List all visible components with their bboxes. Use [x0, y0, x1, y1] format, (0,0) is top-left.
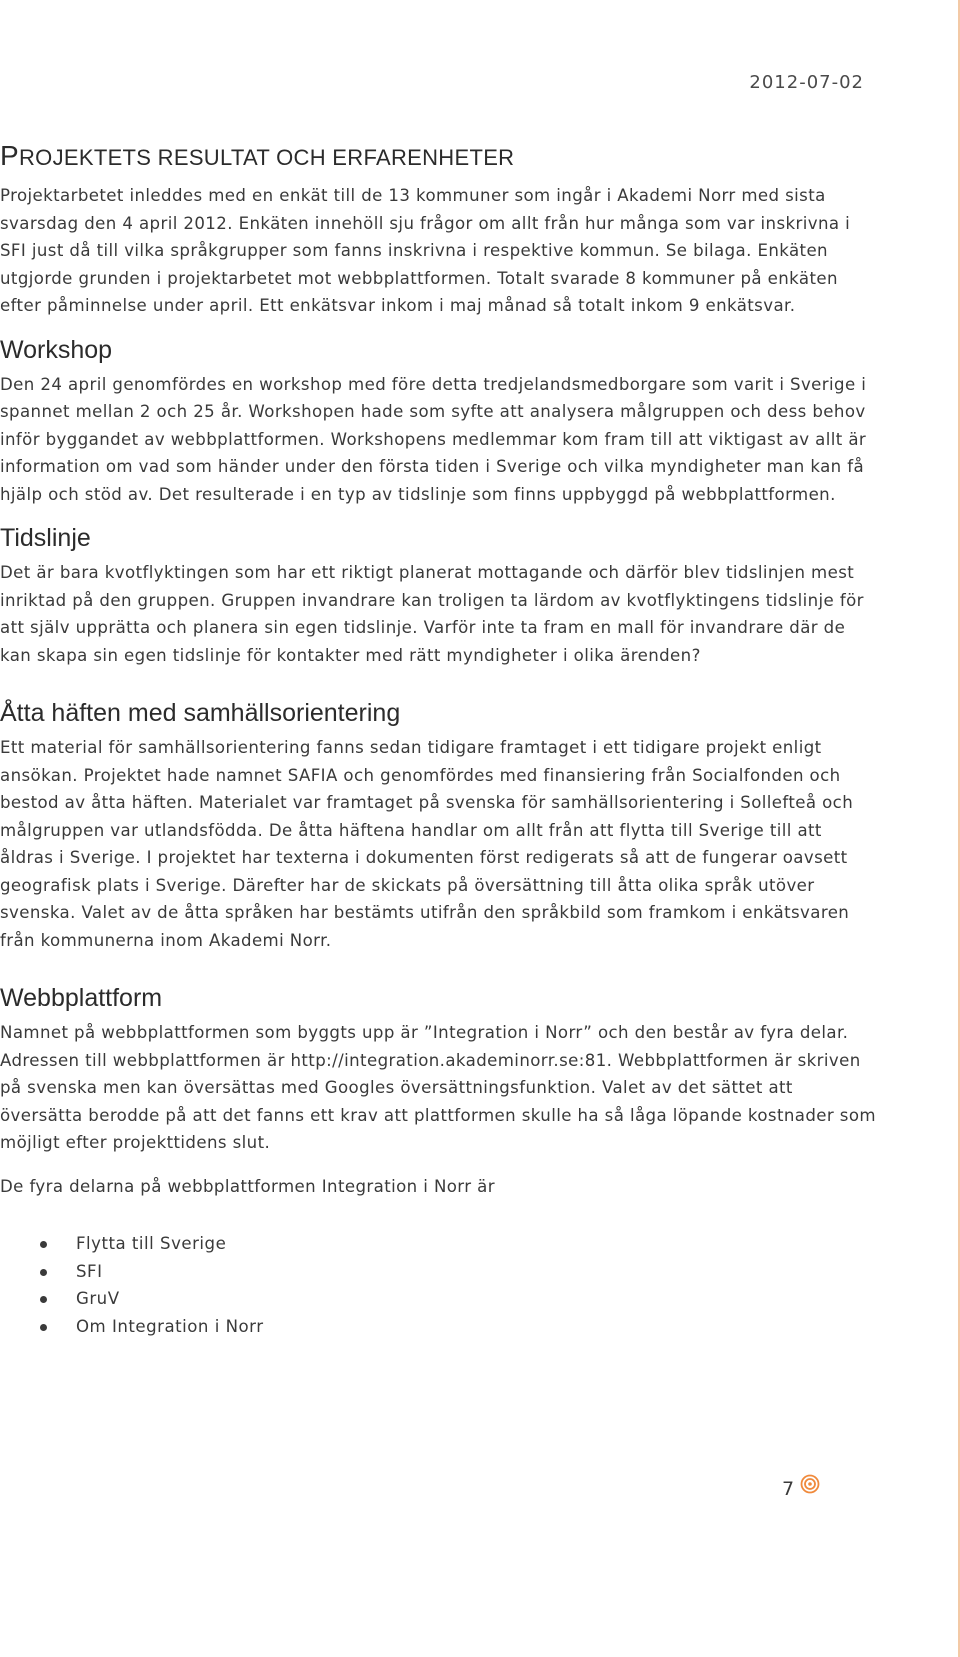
list-intro: De fyra delarna på webbplattformen Integration i Norr är	[0, 1176, 495, 1196]
section-heading-tidslinje: Tidslinje	[0, 524, 91, 552]
list-item-label: Om Integration i Norr	[76, 1316, 264, 1336]
bullet-icon	[40, 1296, 47, 1303]
bullet-icon	[40, 1324, 47, 1331]
main-heading-initial: P	[0, 140, 19, 171]
section-heading-workshop: Workshop	[0, 335, 113, 364]
section-heading-webbplattform: Webbplattform	[0, 984, 163, 1012]
list-item-label: Flytta till Sverige	[76, 1234, 227, 1253]
main-heading	[0, 140, 880, 172]
document-body	[0, 140, 880, 1340]
list-item	[0, 1258, 880, 1286]
bullet-icon	[40, 1241, 47, 1248]
intro-paragraph: Projektarbetet inleddes med en enkät till de 13 kommuner som ingår i Akademi Norr med sista svarsdag den 4 april 2012. Enkäten innehöll sju frågor om allt från hur många som var inskrivna i SFI just då till vilka språkgrupper som fanns inskrivna i respektive kommun. Se bilaga. Enkäten utgjorde grunden i projektarbetet mot webbplattformen. Totalt svarade 8 kommuner på enkäten efter påminnelse under april. Ett enkätsvar inkom i maj månad så totalt inkom 9 enkätsvar.	[0, 186, 851, 315]
list-item	[0, 1230, 880, 1258]
platform-parts-list	[0, 1230, 880, 1340]
list-item	[0, 1313, 880, 1341]
main-heading-rest: ROJEKTETS RESULTAT OCH ERFARENHETER	[18, 145, 515, 170]
workshop-paragraph: Den 24 april genomfördes en workshop med före detta tredjelandsmedborgare som varit i Sverige i spannet mellan 2 och 25 år. Workshopen hade som syfte att analysera målgruppen och dess behov inför byggandet av webbplattformen. Workshopens medlemmar kom fram till att viktigast av allt är information om vad som händer under den första tiden i Sverige och vilka myndigheter man kan få hjälp och stöd av. Det resulterade i en typ av tidslinje som finns uppbyggd på webbplattformen.	[0, 374, 867, 504]
hafen-paragraph: Ett material för samhällsorientering fanns sedan tidigare framtaget i ett tidigare projekt enligt ansökan. Projektet hade namnet SAFIA och genomfördes med finansiering från Socialfonden och bestod av åtta häften. Materialet var framtaget på svenska för samhällsorientering i Sollefteå och målgruppen var utlandsfödda. De åtta häftena handlar om allt från att flytta till Sverige till att åldras i Sverige. I projektet har texterna i dokumenten först redigerats så att de fungerar oavsett geografisk plats i Sverige. Därefter har de skickats på översättning till åtta olika språk utöver svenska. Valet av de åtta språken har bestämts utifrån den språkbild som framkom i enkätsvaren från kommunerna inom Akademi Norr.	[0, 738, 854, 950]
document-date: 2012-07-02	[749, 72, 864, 93]
bullet-icon	[40, 1269, 47, 1276]
webbplattform-paragraph: Namnet på webbplattformen som byggts upp är ”Integration i Norr” och den består av fyra delar. Adressen till webbplattformen är http://integration.akademinorr.se:81. Webbplattformen är skriven på svenska men kan översättas med Googles översättningsfunktion. Valet av det sättet att översätta berodde på att det fanns ett krav att plattformen skulle ha så låga löpande kostnader som möjligt efter projekttidens slut.	[0, 1023, 876, 1152]
page-number: 7	[782, 1478, 795, 1500]
list-item-label: GruV	[76, 1289, 120, 1308]
list-item	[0, 1285, 880, 1313]
list-item-label: SFI	[76, 1261, 103, 1281]
tidslinje-paragraph: Det är bara kvotflyktingen som har ett riktigt planerat mottagande och därför blev tidslinjen mest inriktad på den gruppen. Gruppen invandrare kan troligen ta lärdom av kvotflyktingens tidslinje för att själv upprätta och planera sin egen tidslinje. Varför inte ta fram en mall för invandrare där de kan skapa sin egen tidslinje för kontakter med rätt myndigheter i olika ärenden?	[0, 563, 864, 665]
concentric-circles-icon	[800, 1474, 820, 1498]
section-heading-hafen: Åtta häften med samhällsorientering	[0, 699, 401, 727]
